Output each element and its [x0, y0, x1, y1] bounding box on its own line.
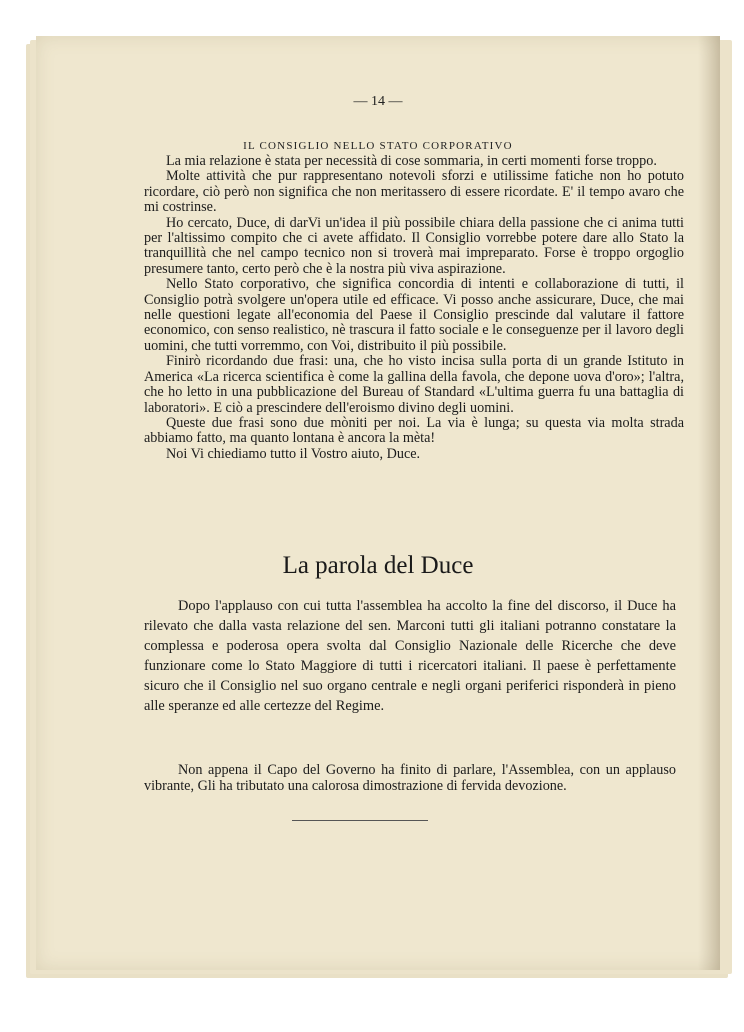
duce-paragraph: Dopo l'applauso con cui tutta l'assemblea ha accolto la fine del discorso, il Duce ha rilevato che dalla vasta relazione del sen. Marconi tutti gli italiani potranno constatare la complessa e poderosa opera svolta dal Consiglio Nazionale delle Ricerche che deve funzionare come lo Stato Maggiore di tutti i ricercatori italiani. Il paese è perfettamente sicuro che il Consiglio nel suo organo centrale e negli organi periferici risponderà in pieno alle speranze ed alle certezze del Regime. [144, 598, 676, 714]
speech-text [144, 154, 684, 462]
speech-paragraph: Molte attività che pur rappresentano notevoli sforzi e utilissime fatiche non ho potuto ricordare, ciò però non significa che non meritassero di essere ricordate. E' il tempo avaro che mi costrinse. [144, 168, 684, 216]
speech-paragraph: Noi Vi chiediamo tutto il Vostro aiuto, Duce. [166, 445, 421, 462]
closing-text [144, 763, 676, 794]
speech-paragraph: Ho cercato, Duce, di darVi un'idea il più possibile chiara della passione che ci anima tutti per l'altissimo compito che ci avete affidato. Il Consiglio vorrebbe potere dare allo Stato la tranquillità che nel campo tecnico non si troverà mai impreparato. Forse è troppo orgoglio presumere tanto, certo però che è la nostra più viva aspirazione. [144, 214, 684, 277]
page-number: — 14 — [353, 94, 403, 109]
closing-rule [292, 820, 428, 821]
duce-text [144, 596, 676, 716]
speech-paragraph: Finirò ricordando due frasi: una, che ho visto incisa sulla porta di un grande Istituto in America «La ricerca scientifica è come la gallina della favola, che depone uova d'oro»; l'altra, che ho letto in una pubblicazione del Bureau of Standard «L'ultima guerra fu una battaglia di laboratori». E ciò a prescindere dell'eroismo divino degli uomini. [144, 353, 684, 416]
speech-paragraph: Nello Stato corporativo, che significa concordia di intenti e collaborazione di tutti, il Consiglio potrà svolgere un'opera utile ed efficace. Vi posso anche assicurare, Duce, che mai nelle questioni legate all'economia del Paese il Consiglio prescinde dal valutare il fattore economico, con senso realistico, nè trascura il fatto sociale e le conseguenze per il lavoro degli uomini, che tutti vorremmo, con Voi, distribuito il più possibile. [144, 276, 684, 354]
page-fold-shadow [698, 36, 720, 970]
speech-paragraph: La mia relazione è stata per necessità di cose sommaria, in certi momenti forse troppo. [166, 153, 657, 169]
running-header: IL CONSIGLIO NELLO STATO CORPORATIVO [243, 140, 513, 152]
closing-paragraph: Non appena il Capo del Governo ha finito di parlare, l'Assemblea, con un applauso vibrante, Gli ha tributato una calorosa dimostrazione di fervida devozione. [144, 762, 676, 794]
section-title: La parola del Duce [282, 552, 474, 579]
speech-paragraph: Queste due frasi sono due mòniti per noi. La via è lunga; su questa via molta strada abbiamo fatto, ma quanto lontana è ancora la mèta! [144, 414, 684, 447]
document-page [36, 36, 720, 970]
